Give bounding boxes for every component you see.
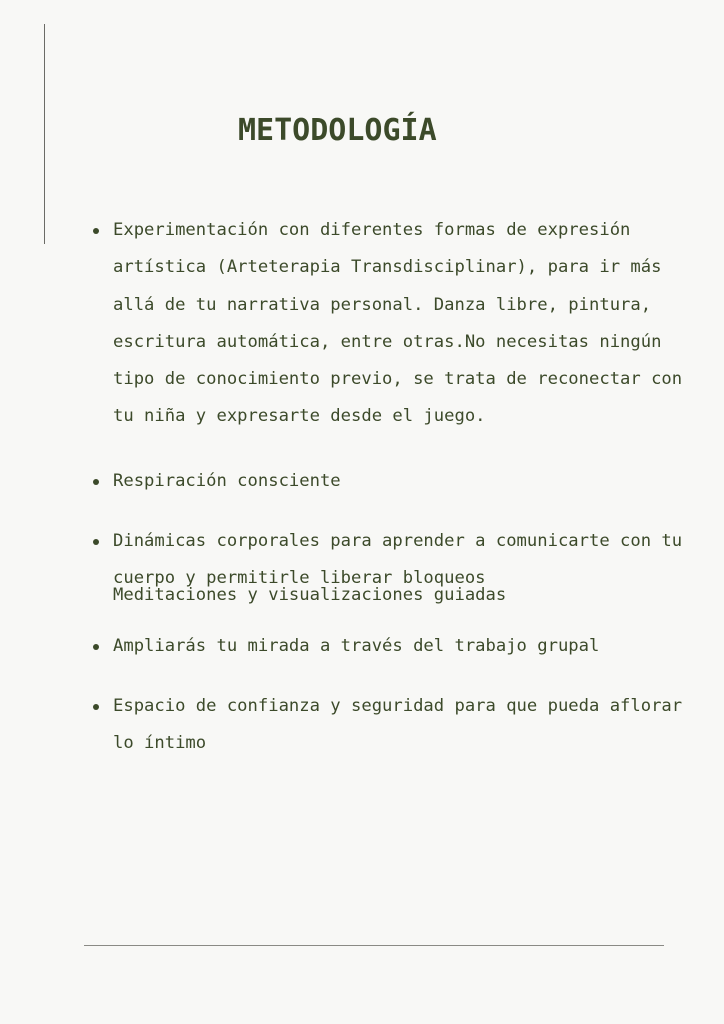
list-item-text: Ampliarás tu mirada a través del trabajo grupal (113, 635, 600, 656)
list-item-continuation: Meditaciones y visualizaciones guiadas (113, 584, 507, 605)
list-item-text: Dinámicas corporales para aprender a comunicarte con tu cuerpo y permitirle liberar bloqueos (113, 531, 683, 589)
left-vertical-rule (44, 24, 45, 244)
list-item-safe-space (113, 688, 698, 763)
list-item-text: Respiración consciente (113, 470, 341, 491)
list-item-breathing (113, 463, 698, 500)
page-title: METODOLOGÍA (238, 113, 437, 148)
bottom-horizontal-rule (84, 945, 664, 946)
list-item-text: Experimentación con diferentes formas de expresión artística (Arteterapia Transdisciplinar), para ir más allá de tu narrativa personal. Danza libre, pintura, escritura automática, entre otras.No necesitas ningún tipo de conocimiento previo, se trata de reconectar con tu niña y expresarte desde el juego. (113, 220, 683, 427)
list-item-group-work (113, 628, 698, 665)
methodology-list (113, 212, 698, 763)
list-item-body-dynamics (113, 523, 698, 606)
list-item-text: Espacio de confianza y seguridad para que pueda aflorar lo íntimo (113, 695, 683, 754)
list-item-arts (113, 212, 698, 436)
